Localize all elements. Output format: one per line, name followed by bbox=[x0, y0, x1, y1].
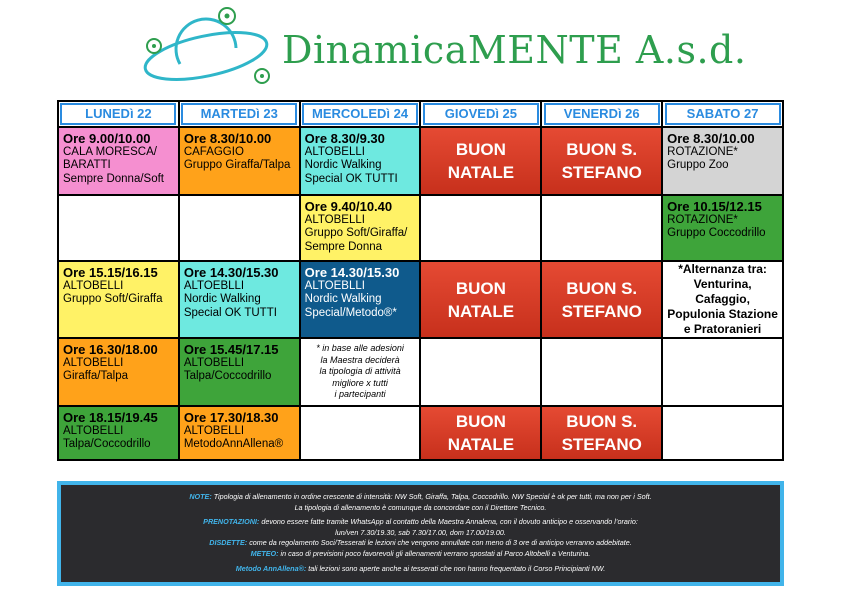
empty-cell bbox=[420, 338, 541, 406]
session-cell: Ore 9.00/10.00 CALA MORESCA/ BARATTI Sempre Donna/Soft bbox=[58, 127, 179, 195]
holiday-cell: BUON NATALE bbox=[420, 261, 541, 338]
empty-cell bbox=[541, 195, 662, 261]
meteo-line: METEO: in caso di previsioni poco favorevoli gli allenamenti verrano spostati al Parco Altobelli a Venturina. bbox=[250, 548, 591, 558]
session-cell: Ore 17.30/18.30 ALTOBELLI MetodoAnnAllena® bbox=[179, 406, 300, 460]
empty-cell bbox=[420, 195, 541, 261]
session-cell: Ore 8.30/9.30 ALTOBELLI Nordic Walking Special OK TUTTI bbox=[300, 127, 421, 195]
disdette-line: DISDETTE: come da regolamento Soci/Tesserati le lezioni che vengono annullate con meno di 3 ore di anticipo verranno addebitate. bbox=[209, 538, 632, 548]
empty-cell bbox=[662, 406, 783, 460]
session-cell: Ore 8.30/10.00 ROTAZIONE* Gruppo Zoo bbox=[662, 127, 783, 195]
planet-logo-icon bbox=[140, 4, 280, 88]
note-line: NOTE: Tipologia di allenamento in ordine crescente di intensità: NW Soft, Giraffa, Talpa, Coccodrillo. NW Special è ok per tutti, ma non per i Soft. bbox=[189, 492, 652, 501]
session-cell: Ore 14.30/15.30 ALTOEBLLI Nordic Walking Special/Metodo®* bbox=[300, 261, 421, 338]
holiday-cell: BUON S. STEFANO bbox=[541, 127, 662, 195]
empty-cell bbox=[58, 195, 179, 261]
session-cell: Ore 14.30/15.30 ALTOEBLLI Nordic Walking Special OK TUTTI bbox=[179, 261, 300, 338]
metodo-line: Metodo AnnAllena®: tali lezioni sono aperte anche ai tesserati che non hanno frequentato il Corso Principianti NW. bbox=[235, 563, 606, 573]
day-header: GIOVEDì 25 bbox=[420, 101, 541, 127]
prenotazioni-line: PRENOTAZIONI: devono essere fatte tramite WhatsApp al contatto della Maestra Annalena, con il dovuto anticipo e osservando l’orario: bbox=[203, 517, 638, 527]
weekly-schedule-table bbox=[57, 100, 784, 461]
holiday-cell: BUON S. STEFANO bbox=[541, 261, 662, 338]
session-cell: Ore 16.30/18.00 ALTOBELLI Giraffa/Talpa bbox=[58, 338, 179, 406]
day-header: MERCOLEDì 24 bbox=[300, 101, 421, 127]
info-notes-box bbox=[57, 481, 784, 586]
holiday-cell: BUON S. STEFANO bbox=[541, 406, 662, 460]
holiday-cell: BUON NATALE bbox=[420, 127, 541, 195]
prenotazioni-hours: lun/ven 7.30/19.30, sab 7.30/17.00, dom 17.00/19.00. bbox=[335, 527, 506, 537]
day-header: SABATO 27 bbox=[662, 101, 783, 127]
session-cell: Ore 18.15/19.45 ALTOBELLI Talpa/Coccodrillo bbox=[58, 406, 179, 460]
rotation-note-cell: *Alternanza tra: Venturina, Cafaggio, Populonia Stazione e Pratoranieri bbox=[662, 261, 783, 338]
day-header: MARTEDì 23 bbox=[179, 101, 300, 127]
footnote-cell: * in base alle adesioni la Maestra deciderà la tipologia di attività migliore x tutti i partecipanti bbox=[300, 338, 421, 406]
empty-cell bbox=[662, 338, 783, 406]
holiday-cell: BUON NATALE bbox=[420, 406, 541, 460]
session-cell: Ore 9.40/10.40 ALTOBELLI Gruppo Soft/Giraffa/ Sempre Donna bbox=[300, 195, 421, 261]
session-cell: Ore 15.15/16.15 ALTOBELLI Gruppo Soft/Giraffa bbox=[58, 261, 179, 338]
day-header: VENERDì 26 bbox=[541, 101, 662, 127]
empty-cell bbox=[300, 406, 421, 460]
session-cell: Ore 10.15/12.15 ROTAZIONE* Gruppo Coccodrillo bbox=[662, 195, 783, 261]
session-cell: Ore 15.45/17.15 ALTOBELLI Talpa/Coccodrillo bbox=[179, 338, 300, 406]
session-cell: Ore 8.30/10.00 CAFAGGIO Gruppo Giraffa/Talpa bbox=[179, 127, 300, 195]
day-header: LUNEDì 22 bbox=[58, 101, 179, 127]
brand-title: DinamicaMENTE A.s.d. bbox=[282, 28, 747, 72]
empty-cell bbox=[179, 195, 300, 261]
day-header-row bbox=[58, 101, 783, 127]
empty-cell bbox=[541, 338, 662, 406]
note-line: La tipologia di allenamento è comunque da concordare con il Direttore Tecnico. bbox=[294, 502, 547, 512]
